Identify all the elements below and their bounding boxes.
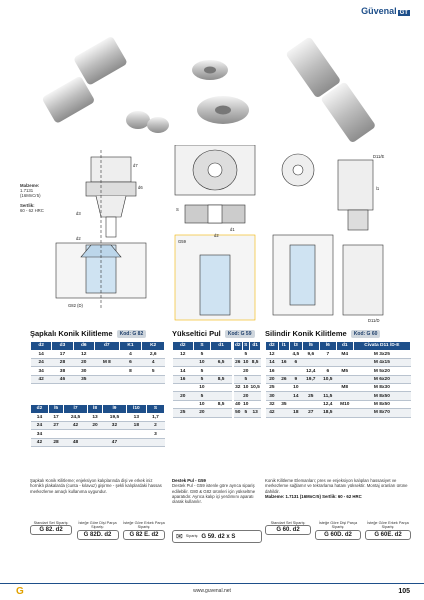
g82-dimension-table-2 — [30, 404, 165, 447]
table-cell — [126, 438, 146, 446]
table-cell: M4 — [336, 350, 353, 358]
table-cell — [278, 350, 289, 358]
g60-order-female: İsteğe Göre Dişi Parça Sipariş: G 60D. d2 — [315, 521, 361, 540]
table-header-row: d2 d3 d6 d7 K1 K2 — [31, 342, 165, 351]
table-cell — [234, 375, 243, 383]
table-cell: 38 — [52, 367, 73, 375]
table-cell: 9 — [289, 375, 302, 383]
table-cell: 8,5 — [211, 375, 232, 383]
table-cell: 5 — [142, 367, 165, 375]
table-cell: 4,5 — [289, 350, 302, 358]
table-cell: M 8x50 — [353, 392, 410, 400]
table-cell: 10 — [193, 384, 211, 392]
table-row — [31, 430, 165, 438]
table-cell: 14 — [31, 350, 52, 358]
table-cell — [87, 438, 102, 446]
table-cell: M 5x20 — [353, 367, 410, 375]
table-cell: 17 — [52, 350, 73, 358]
table-cell: 18 — [289, 409, 302, 417]
g59-code-badge: Kod: G 59 — [225, 330, 255, 338]
table-cell: 20 — [87, 421, 102, 429]
table-cell — [289, 367, 302, 375]
brand-logo: Güvenal GT — [361, 6, 408, 16]
table-cell: 28 — [48, 438, 63, 446]
table-row — [266, 375, 411, 383]
table-cell — [94, 367, 119, 375]
table-cell: 6 — [289, 358, 302, 366]
table-cell — [64, 430, 88, 438]
table-cell: 17 — [48, 413, 63, 421]
table-cell — [249, 350, 260, 358]
svg-text:G59: G59 — [178, 239, 186, 244]
table-cell: M 3x25 — [353, 350, 410, 358]
table-cell — [249, 400, 260, 408]
table-cell — [336, 392, 353, 400]
table-cell: 12 — [73, 350, 94, 358]
table-cell — [94, 350, 119, 358]
table-cell: 46 — [52, 375, 73, 383]
svg-text:d1: d1 — [230, 227, 235, 232]
g59-dimension-table — [172, 341, 232, 418]
table-cell — [278, 384, 289, 392]
g82-order-standard: Standart Set Sipariş: G 82. d2 — [30, 521, 72, 540]
page-number: 105 — [398, 588, 410, 595]
table-row — [173, 384, 232, 392]
table-row — [234, 358, 261, 366]
table-cell: 20 — [266, 375, 279, 383]
table-cell: M 6x20 — [353, 375, 410, 383]
table-cell: 14 — [289, 392, 302, 400]
table-cell: 10 — [193, 400, 211, 408]
table-cell: 10 — [243, 402, 249, 408]
table-row — [173, 350, 232, 358]
table-cell: 24 — [31, 358, 52, 366]
table-cell: 4 — [119, 350, 142, 358]
table-cell — [336, 358, 353, 366]
table-cell: 20 — [193, 409, 211, 417]
g59-order-code: ✉ Sipariş: G 59. d2 x S — [172, 530, 262, 543]
table-row — [173, 409, 232, 417]
table-cell: 25 — [266, 384, 279, 392]
table-cell: 5 — [193, 375, 211, 383]
g82-dimension-table-1 — [30, 341, 165, 384]
table-cell: 14 — [266, 358, 279, 366]
g60-section-title: Silindir Konik Kilitleme Kod: G 60 — [265, 329, 380, 338]
table-cell — [173, 358, 194, 366]
svg-text:l1: l1 — [376, 186, 380, 191]
table-cell — [336, 409, 353, 417]
table-cell: 26 — [235, 360, 241, 366]
table-cell — [211, 367, 232, 375]
table-header-row: d2 S d1 — [234, 342, 261, 351]
g59-product-image — [192, 60, 249, 124]
table-cell: 9,6 — [302, 350, 319, 358]
g82-material-info: Malzeme: 1.7131 (16MnCr5) Sertlik: 60 - 62 HRC — [20, 183, 44, 213]
table-cell: 1,7 — [146, 413, 164, 421]
table-cell: 3 — [146, 430, 164, 438]
table-row — [266, 358, 411, 366]
table-cell — [249, 367, 260, 375]
table-cell: 25 — [302, 392, 319, 400]
table-cell — [142, 375, 165, 383]
table-row — [31, 421, 165, 429]
table-cell — [173, 384, 194, 392]
table-cell — [126, 430, 146, 438]
table-cell: 13 — [87, 413, 102, 421]
table-cell: 12,4 — [302, 367, 319, 375]
svg-text:G82 (D): G82 (D) — [68, 303, 83, 308]
table-cell: 32 — [266, 400, 279, 408]
table-cell: 6 — [319, 367, 336, 375]
table-cell — [278, 409, 289, 417]
table-row — [173, 358, 232, 366]
table-cell: 12 — [173, 350, 194, 358]
g59-description: Destek Pul - G59 Destek Pul - G59 istenle göre ayrıca sipariş edilebilir. G80 & G82 ürünleri için yükseltme aparatıdır. Ayrıca kalıp içi yerdımını aparatı olarak kullanılır. — [172, 478, 256, 505]
table-row — [266, 350, 411, 358]
table-cell — [319, 358, 336, 366]
table-cell: 5 — [193, 367, 211, 375]
table-cell: M 8x30 — [353, 384, 410, 392]
table-row — [234, 367, 261, 375]
footer-g-logo: G — [16, 586, 24, 597]
table-cell — [302, 358, 319, 366]
table-cell: 16 — [266, 367, 279, 375]
table-cell — [302, 400, 319, 408]
table-row — [234, 375, 261, 383]
table-cell: 16 — [173, 375, 194, 383]
table-cell — [234, 367, 243, 375]
svg-text:d2: d2 — [76, 236, 81, 241]
g59-dimension-table-right — [233, 341, 261, 418]
table-cell: 10 — [289, 384, 302, 392]
table-cell: 32 — [235, 385, 241, 391]
table-cell: 24,5 — [64, 413, 88, 421]
table-cell — [211, 350, 232, 358]
table-cell — [336, 375, 353, 383]
table-cell: 10,5 — [319, 375, 336, 383]
g60-order-standard: Standart Set Sipariş: G 60. d2 — [265, 521, 311, 540]
table-cell — [173, 400, 194, 408]
table-cell: 8,5 — [249, 358, 260, 366]
table-cell: 2 — [146, 421, 164, 429]
table-cell: M 4x15 — [353, 358, 410, 366]
table-cell: 48 — [64, 438, 88, 446]
table-cell: 42 — [266, 409, 279, 417]
table-header-row: d2 S d1 — [173, 342, 232, 351]
table-cell: 2,6 — [142, 350, 165, 358]
table-cell — [302, 384, 319, 392]
table-row — [173, 375, 232, 383]
footer-divider — [0, 583, 424, 584]
table-cell: 34 — [31, 367, 52, 375]
svg-text:d6: d6 — [138, 185, 143, 190]
table-row — [266, 384, 411, 392]
table-cell — [234, 392, 243, 400]
table-cell: 30 — [266, 392, 279, 400]
table-cell: 20 — [243, 368, 249, 374]
table-cell: 28 — [52, 358, 73, 366]
table-cell: 20 — [173, 392, 194, 400]
g59-technical-drawing — [170, 145, 265, 325]
svg-text:d7: d7 — [133, 163, 138, 168]
table-cell: 40 — [235, 402, 241, 408]
g82-technical-drawing — [6, 145, 166, 317]
g82-code-badge: Kod: G 82 — [117, 330, 147, 338]
table-cell — [211, 392, 232, 400]
table-row — [234, 350, 261, 358]
table-cell: 42 — [64, 421, 88, 429]
g82-description: Şapkalı Konik Kilitleme; enjeksiyon kalıplarında dişi ve erkek iniz horniklı plakalarda (cunta - kılavuz) gişirme - şekli kalıplardaki hassas merkezleme amaçlı kullanıma uygundur. — [30, 478, 162, 494]
table-row — [234, 400, 261, 408]
table-cell: 20 — [243, 393, 249, 399]
table-row — [266, 400, 411, 408]
table-cell: 10 — [193, 358, 211, 366]
table-cell — [211, 384, 232, 392]
table-cell — [87, 430, 102, 438]
table-cell: M5 — [336, 367, 353, 375]
table-cell: 5 — [242, 409, 249, 417]
g82-product-image — [41, 36, 169, 133]
table-cell: 42 — [31, 438, 49, 446]
table-cell: 10 — [243, 385, 249, 391]
table-row — [31, 438, 165, 446]
table-cell — [211, 409, 232, 417]
g60-description: Konik Kilitleme Elemanları; pres ve enjeksiyon kalıpları hassasiyet ve merkezleme sağlamır ve tekrarlama hatanı yüksektir. Montaj oranları ürüne dahildir. Malzeme: 1.7131 (16MnCr5) Sertlik: 60 - 62 HRC — [265, 478, 408, 499]
g82-order-codes — [30, 521, 165, 540]
table-row — [31, 367, 165, 375]
g60-technical-drawing — [268, 150, 413, 325]
product-photos — [18, 30, 398, 155]
table-cell: M 8 — [94, 358, 119, 366]
table-row — [234, 384, 261, 392]
g60-product-image — [285, 36, 376, 143]
table-cell: 32 — [103, 421, 127, 429]
table-cell: 50 — [235, 410, 241, 416]
table-cell: 18 — [126, 421, 146, 429]
table-cell: 5 — [193, 392, 211, 400]
table-cell: 6 — [119, 358, 142, 366]
table-cell: 25 — [173, 409, 194, 417]
table-cell — [249, 375, 260, 383]
svg-text:d3: d3 — [76, 211, 81, 216]
svg-text:d2: d2 — [214, 233, 219, 238]
table-cell: 27 — [302, 409, 319, 417]
table-cell: 30 — [73, 367, 94, 375]
table-cell: 20 — [73, 358, 94, 366]
table-cell — [94, 375, 119, 383]
table-cell: 8 — [119, 367, 142, 375]
table-cell — [48, 430, 63, 438]
table-cell: 14 — [31, 413, 49, 421]
table-row — [31, 350, 165, 358]
table-cell: 11,5 — [319, 392, 336, 400]
table-row — [173, 400, 232, 408]
table-cell: 27 — [48, 421, 63, 429]
table-cell: 13 — [126, 413, 146, 421]
table-cell: 5 — [193, 350, 211, 358]
table-cell: 16 — [278, 358, 289, 366]
table-cell: 6,5 — [211, 358, 232, 366]
table-cell — [289, 400, 302, 408]
table-cell: 7 — [319, 350, 336, 358]
table-cell — [278, 392, 289, 400]
table-row — [234, 409, 261, 417]
table-cell — [119, 375, 142, 383]
table-row — [234, 392, 261, 400]
svg-text:S: S — [176, 207, 179, 212]
g60-order-codes — [265, 521, 411, 540]
table-cell: M 8x50 — [353, 400, 410, 408]
g82-order-female: İsteğe Göre Dişi Parça Sipariş: G 82D. d2 — [78, 521, 117, 538]
table-cell: M8 — [336, 384, 353, 392]
svg-text:D11/D: D11/D — [368, 318, 380, 323]
envelope-icon: ✉ — [176, 532, 183, 541]
table-header-row: d2 l1 l3 l5 l6 d1 Civata D11 /D-E — [266, 342, 411, 351]
g60-dimension-table — [265, 341, 411, 418]
table-cell: 35 — [73, 375, 94, 383]
table-cell: 47 — [103, 438, 127, 446]
table-cell — [234, 350, 243, 358]
table-cell: 4 — [142, 358, 165, 366]
table-cell — [146, 438, 164, 446]
table-cell: 10,5 — [250, 385, 260, 391]
table-cell: M 8x70 — [353, 409, 410, 417]
table-cell — [249, 392, 260, 400]
table-cell: 19,5 — [103, 413, 127, 421]
table-cell: 35 — [278, 400, 289, 408]
table-cell: 26 — [278, 375, 289, 383]
table-header-row: d2 l5 l7 l8 l9 l10 S — [31, 405, 165, 414]
table-row — [173, 392, 232, 400]
table-cell: 13 — [249, 409, 260, 417]
table-row — [31, 413, 165, 421]
table-row — [266, 367, 411, 375]
table-cell: 24 — [31, 421, 49, 429]
table-cell — [103, 430, 127, 438]
table-cell: 14 — [173, 367, 194, 375]
table-cell: 10 — [243, 360, 249, 366]
g82-section-title: Şapkalı Konik Kilitleme Kod: G 82 — [30, 329, 146, 338]
table-cell: 19,7 — [302, 375, 319, 383]
table-cell: 5 — [242, 350, 249, 358]
footer-url[interactable]: www.guvenal.net — [193, 588, 231, 594]
table-row — [173, 367, 232, 375]
table-row — [266, 409, 411, 417]
table-cell: 12,4 — [319, 400, 336, 408]
g59-section-title: Yükseltici Pul Kod: G 59 — [172, 329, 255, 338]
table-cell — [278, 367, 289, 375]
g82-order-male: İsteğe Göre Erkek Parça Sipariş: G 82 E. d2 — [123, 521, 165, 538]
table-cell: 8,5 — [211, 400, 232, 408]
table-cell: 34 — [31, 430, 49, 438]
table-cell: M10 — [336, 400, 353, 408]
table-row — [266, 392, 411, 400]
table-cell: 42 — [31, 375, 52, 383]
g60-order-male: İsteğe Göre Erkek Parça Sipariş: G 60E. d2 — [365, 521, 411, 540]
table-cell: 5 — [242, 375, 249, 383]
g60-code-badge: Kod: G 60 — [351, 330, 381, 338]
table-row — [31, 375, 165, 383]
table-cell: 18,5 — [319, 409, 336, 417]
table-cell: 12 — [266, 350, 279, 358]
svg-text:D11/E: D11/E — [373, 154, 385, 159]
table-cell — [319, 384, 336, 392]
table-row — [31, 358, 165, 366]
